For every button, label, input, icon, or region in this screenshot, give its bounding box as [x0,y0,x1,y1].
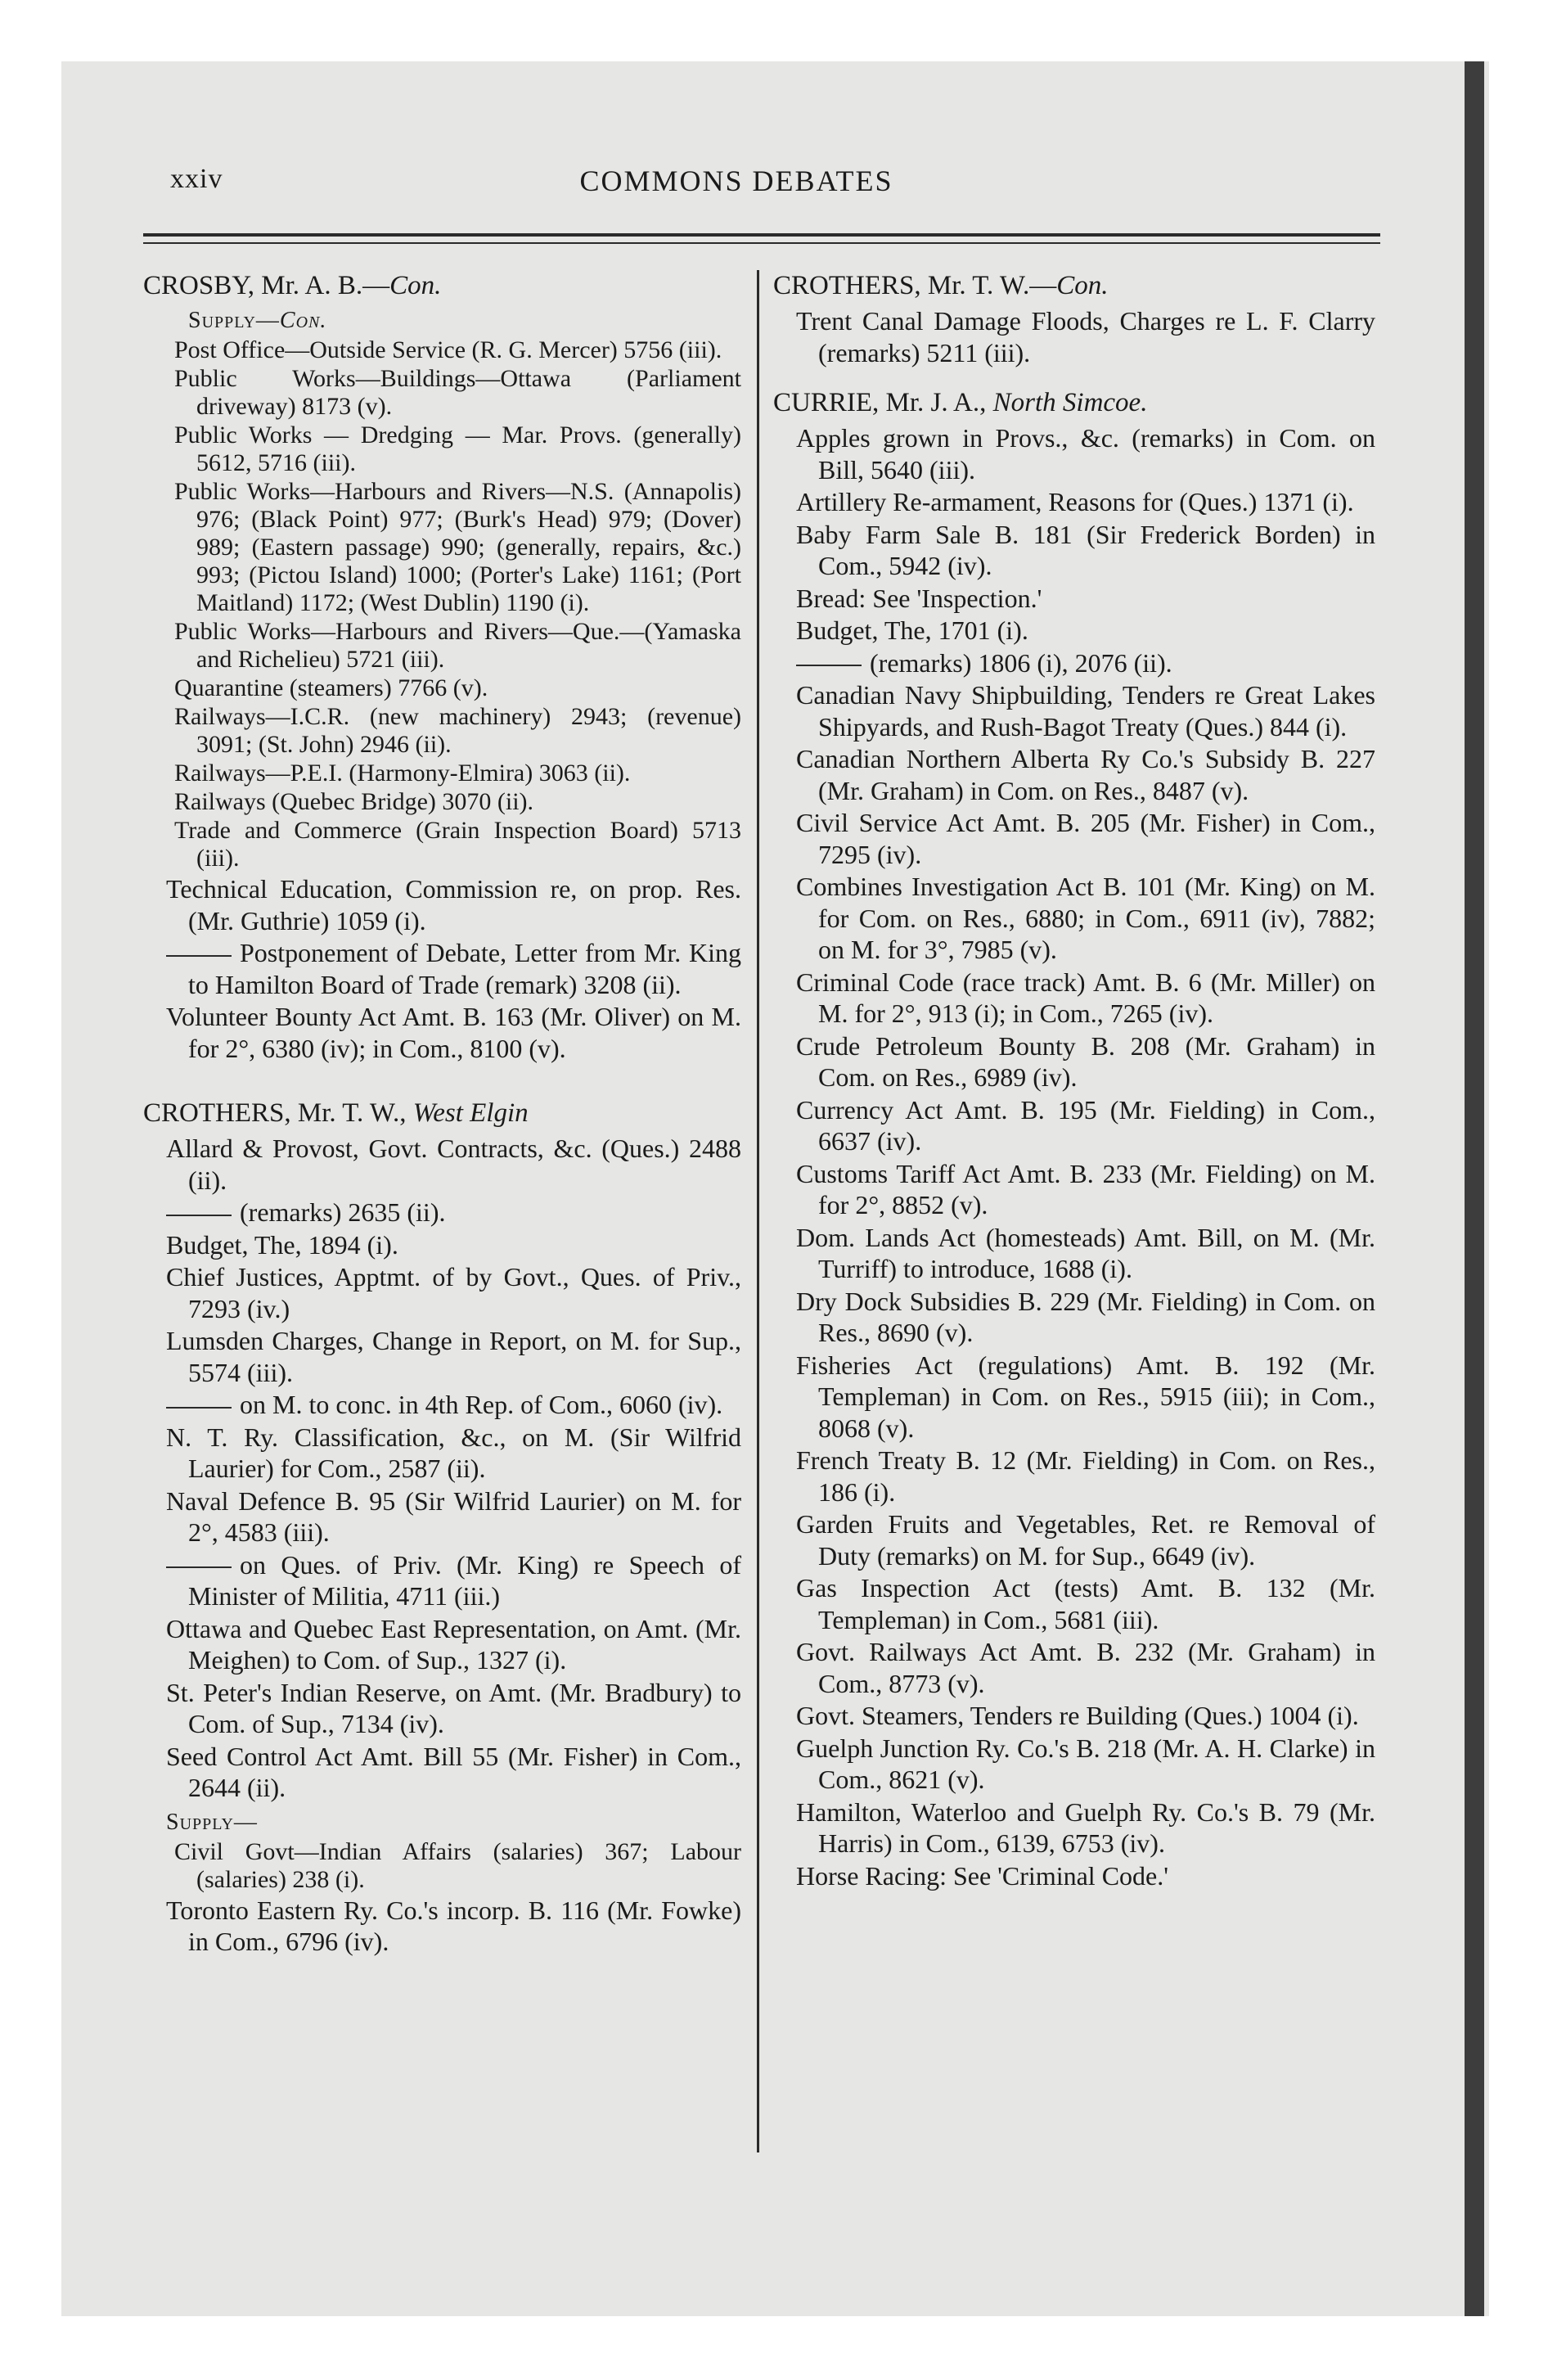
index-entry: N. T. Ry. Classification, &c., on M. (Sir Wilfrid Laurier) for Com., 2587 (ii). [166,1422,741,1483]
index-entry: Artillery Re-armament, Reasons for (Ques.) 1371 (i). [796,487,1354,516]
index-entry: Public Works—Harbours and Rivers—N.S. (Annapolis) 976; (Black Point) 977; (Burk's Head) 979; (Dover) 989; (Eastern passage) 990; (generally, repairs, &c.) 993; (Pictou Island) 1000; (Porter's Lake) 1161; (Port Maitland) 1172; (West Dublin) 1190 (i). [174,478,741,616]
heading-name: CROTHERS, Mr. T. W. [773,271,1030,300]
index-entry: Customs Tariff Act Amt. B. 233 (Mr. Fielding) on M. for 2°, 8852 (v). [796,1158,1375,1219]
section-gap [773,369,1379,387]
header-rule-thin [143,242,1380,244]
index-entry: Civil Service Act Amt. B. 205 (Mr. Fisher) in Com., 7295 (iv). [796,808,1375,869]
index-entry: Lumsden Charges, Change in Report, on M. for Sup., 5574 (iii). [166,1326,741,1387]
index-entry-continuation: (remarks) 2635 (ii). [143,1197,745,1228]
running-title: COMMONS DEBATES [579,165,893,197]
index-entry-continuation: (remarks) 1806 (i), 2076 (ii). [773,647,1379,679]
index-entry: Baby Farm Sale B. 181 (Sir Frederick Borden) in Com., 5942 (iv). [796,519,1375,580]
index-entry: Hamilton, Waterloo and Guelph Ry. Co.'s B. 79 (Mr. Harris) in Com., 6139, 6753 (iv). [796,1796,1375,1858]
entry-heading-crothers [143,1098,745,1129]
index-entry: Govt. Steamers, Tenders re Building (Ques.) 1004 (i). [796,1701,1359,1730]
index-entry: Canadian Northern Alberta Ry Co.'s Subsidy B. 227 (Mr. Graham) in Com. on Res., 8487 (v). [796,744,1375,805]
index-entry: Currency Act Amt. B. 195 (Mr. Fielding) in Com., 6637 (iv). [796,1094,1375,1156]
index-entry: Ottawa and Quebec East Representation, on Amt. (Mr. Meighen) to Com. of Sup., 1327 (i). [166,1613,741,1675]
supply-continued: Con. [279,308,327,333]
entry-heading-crosby: CROSBY, Mr. A. B.—Con. [143,271,442,300]
heading-name: CROTHERS, Mr. T. W., [143,1098,407,1128]
index-entry: Guelph Junction Ry. Co.'s B. 218 (Mr. A. H. Clarke) in Com., 8621 (v). [796,1733,1375,1794]
index-entry: Trade and Commerce (Grain Inspection Board) 5713 (iii). [174,817,741,872]
index-entry-continuation: on Ques. of Priv. (Mr. King) re Speech of Minister of Militia, 4711 (iii.) [143,1549,745,1612]
left-column [143,270,745,1959]
index-entry: Chief Justices, Apptmt. of by Govt., Ques. of Priv., 7293 (iv.) [166,1262,741,1323]
page-header [106,164,1366,213]
index-entry: St. Peter's Indian Reserve, on Amt. (Mr. Bradbury) to Com. of Sup., 7134 (iv). [166,1677,741,1738]
index-entry: Budget, The, 1701 (i). [796,615,1028,645]
index-entry: Trent Canal Damage Floods, Charges re L. F. Clarry (remarks) 5211 (iii). [796,306,1375,367]
index-entry: Criminal Code (race track) Amt. B. 6 (Mr. Miller) on M. for 2°, 913 (i); in Com., 7265 (iv). [796,967,1375,1028]
index-entry: Garden Fruits and Vegetables, Ret. re Removal of Duty (remarks) on M. for Sup., 6649 (iv). [796,1509,1375,1571]
entry-heading-crothers-con: CROTHERS, Mr. T. W.—Con. [773,271,1109,300]
section-gap [143,1065,745,1098]
index-entry: Public Works — Dredging — Mar. Provs. (generally) 5612, 5716 (iii). [174,421,741,476]
column-divider [757,270,759,2152]
index-entry: Public Works—Harbours and Rivers—Que.—(Yamaska and Richelieu) 5721 (iii). [174,618,741,673]
index-entry-continuation: on M. to conc. in 4th Rep. of Com., 6060 (iv). [143,1389,745,1421]
index-entry: Govt. Railways Act Amt. B. 232 (Mr. Graham) in Com., 8773 (v). [796,1637,1375,1698]
index-entry-continuation: Postponement of Debate, Letter from Mr. King to Hamilton Board of Trade (remark) 3208 (ii). [143,937,745,1000]
index-entry: Railways (Quebec Bridge) 3070 (ii). [174,788,534,815]
supply-subheading: Supply— [166,1809,258,1835]
index-entry: Naval Defence B. 95 (Sir Wilfrid Laurier) on M. for 2°, 4583 (iii). [166,1485,741,1547]
index-entry: Crude Petroleum Bounty B. 208 (Mr. Graham) in Com. on Res., 6989 (iv). [796,1030,1375,1092]
heading-riding: West Elgin [412,1098,529,1128]
index-entry: Volunteer Bounty Act Amt. B. 163 (Mr. Oliver) on M. for 2°, 6380 (iv); in Com., 8100 (v). [166,1002,741,1063]
index-entry: Railways—P.E.I. (Harmony-Elmira) 3063 (ii). [174,760,631,787]
index-entry: Dom. Lands Act (homesteads) Amt. Bill, on M. (Mr. Turriff) to introduce, 1688 (i). [796,1222,1375,1283]
index-entry: French Treaty B. 12 (Mr. Fielding) in Com. on Res., 186 (i). [796,1445,1375,1507]
heading-continued: Con. [389,271,442,300]
page-number: xxiv [170,164,223,194]
heading-name: CROSBY, Mr. A. B. [143,271,363,300]
index-entry: Apples grown in Provs., &c. (remarks) in Com. on Bill, 5640 (iii). [796,423,1375,485]
index-entry: Seed Control Act Amt. Bill 55 (Mr. Fisher) in Com., 2644 (ii). [166,1741,741,1802]
index-entry: Bread: See 'Inspection.' [796,583,1042,613]
supply-label: Supply [188,308,256,333]
index-entry: Post Office—Outside Service (R. G. Mercer) 5756 (iii). [174,336,722,363]
index-entry: Fisheries Act (regulations) Amt. B. 192 (Mr. Templeman) in Com. on Res., 5915 (iii); in Com., 8068 (v). [796,1350,1375,1443]
index-entry: Horse Racing: See 'Criminal Code.' [796,1860,1168,1891]
right-column [773,270,1379,1892]
index-entry: Allard & Provost, Govt. Contracts, &c. (Ques.) 2488 (ii). [166,1134,741,1195]
index-entry: Budget, The, 1894 (i). [166,1229,398,1260]
header-rule [143,233,1380,237]
index-entry: Combines Investigation Act B. 101 (Mr. King) on M. for Com. on Res., 6880; in Com., 6911 (iv), 7882; on M. for 3°, 7985 (v). [796,872,1375,964]
heading-riding: North Simcoe. [992,388,1148,417]
supply-subheading: Supply—Con. [188,308,327,333]
binding-edge [1465,61,1484,2316]
index-entry: Dry Dock Subsidies B. 229 (Mr. Fielding) in Com. on Res., 8690 (v). [796,1286,1375,1347]
heading-name: CURRIE, Mr. J. A., [773,388,987,417]
heading-continued: Con. [1056,271,1109,300]
index-entry: Civil Govt—Indian Affairs (salaries) 367; Labour (salaries) 238 (i). [174,1837,741,1893]
index-entry: Toronto Eastern Ry. Co.'s incorp. B. 116 (Mr. Fowke) in Com., 6796 (iv). [166,1895,741,1956]
index-entry: Quarantine (steamers) 7766 (v). [174,674,488,701]
index-entry: Public Works—Buildings—Ottawa (Parliament driveway) 8173 (v). [174,365,741,420]
entry-heading-currie [773,387,1379,419]
index-entry: Technical Education, Commission re, on prop. Res. (Mr. Guthrie) 1059 (i). [166,874,741,935]
index-entry: Railways—I.C.R. (new machinery) 2943; (revenue) 3091; (St. John) 2946 (ii). [174,703,741,758]
index-entry: Gas Inspection Act (tests) Amt. B. 132 (Mr. Templeman) in Com., 5681 (iii). [796,1573,1375,1634]
index-entry: Canadian Navy Shipbuilding, Tenders re Great Lakes Shipyards, and Rush-Bagot Treaty (Ques.) 844 (i). [796,680,1375,741]
